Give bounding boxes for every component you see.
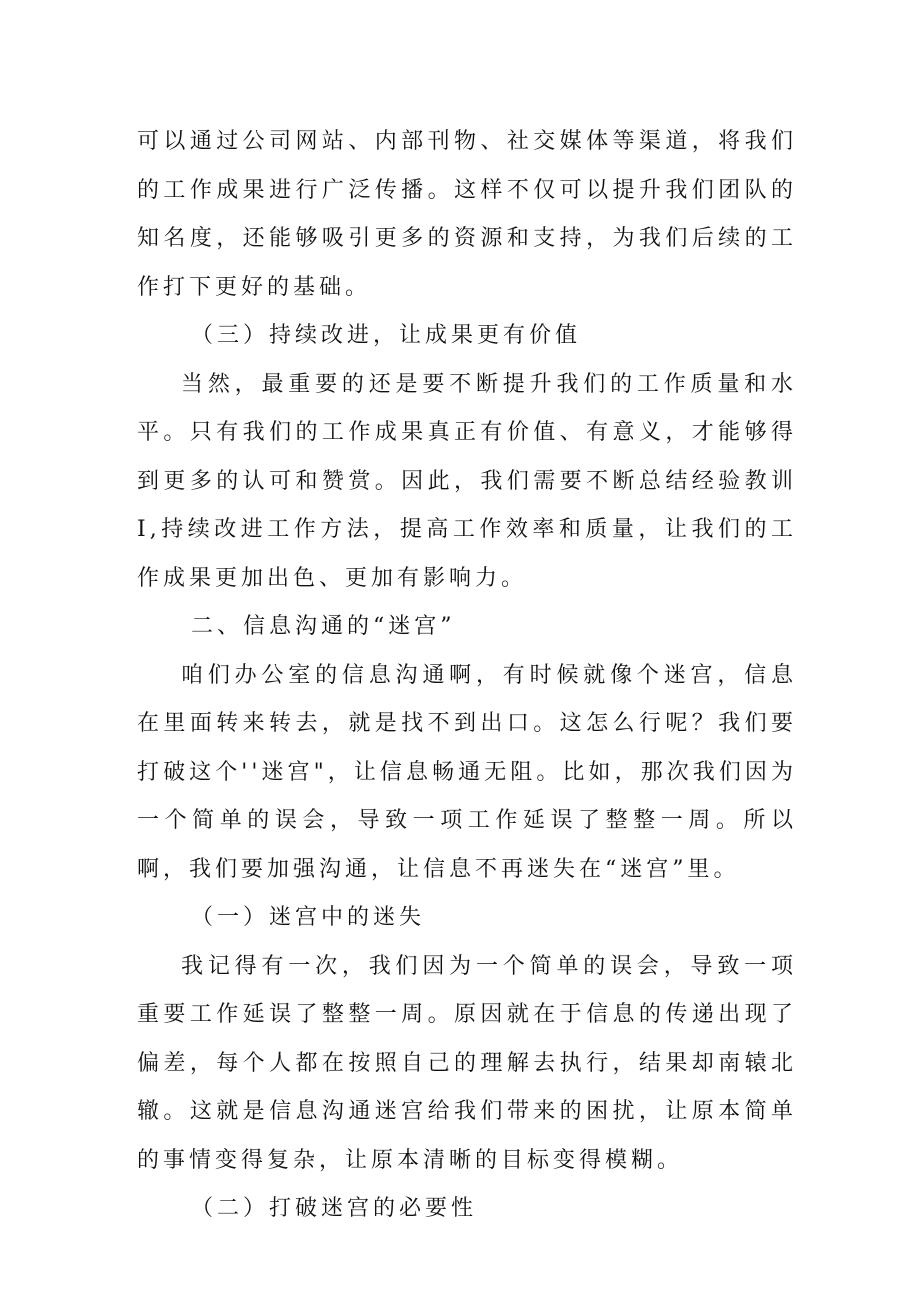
subheading-lost-in-maze: （一）迷宫中的迷失 — [191, 905, 426, 930]
paragraph-quality: 当然，最重要的还是要不断提升我们的工作质量和水平。只有我们的工作成果真正有价值、有意义，才能够得到更多的认可和赞赏。因此，我们需要不断总结经验教训I,持续改进工作方法，提高工作效率和质量，让我们的工作成果更加出色、更加有影响力。 — [137, 371, 797, 591]
subheading-necessity: （二）打破迷宫的必要性 — [191, 1196, 478, 1221]
paragraph-delay-story: 我记得有一次，我们因为一个简单的误会，导致一项重要工作延误了整整一周。原因就在于信息的传递出现了偏差，每个人都在按照自己的理解去执行，结果却南辕北辙。这就是信息沟通迷宫给我们带来的困扰，让原本简单的事情变得复杂，让原本清晰的目标变得模糊。 — [137, 953, 797, 1173]
document-body — [137, 118, 797, 1234]
heading-communication-maze: 二、信息沟通的“迷宫” — [191, 614, 456, 639]
paragraph-dissemination: 可以通过公司网站、内部刊物、社交媒体等渠道，将我们的工作成果进行广泛传播。这样不仅可以提升我们团队的知名度，还能够吸引更多的资源和支持，为我们后续的工作打下更好的基础。 — [137, 129, 797, 300]
paragraph-maze-intro: 咱们办公室的信息沟通啊，有时候就像个迷宫，信息在里面转来转去，就是找不到出口。这怎么行呢？我们要打破这个''迷宫"，让信息畅通无阻。比如，那次我们因为一个简单的误会，导致一项工作延误了整整一周。所以啊，我们要加强沟通，让信息不再迷失在“迷宫”里。 — [137, 662, 797, 882]
subheading-continuous-improvement: （三）持续改进，让成果更有价值 — [191, 323, 582, 348]
